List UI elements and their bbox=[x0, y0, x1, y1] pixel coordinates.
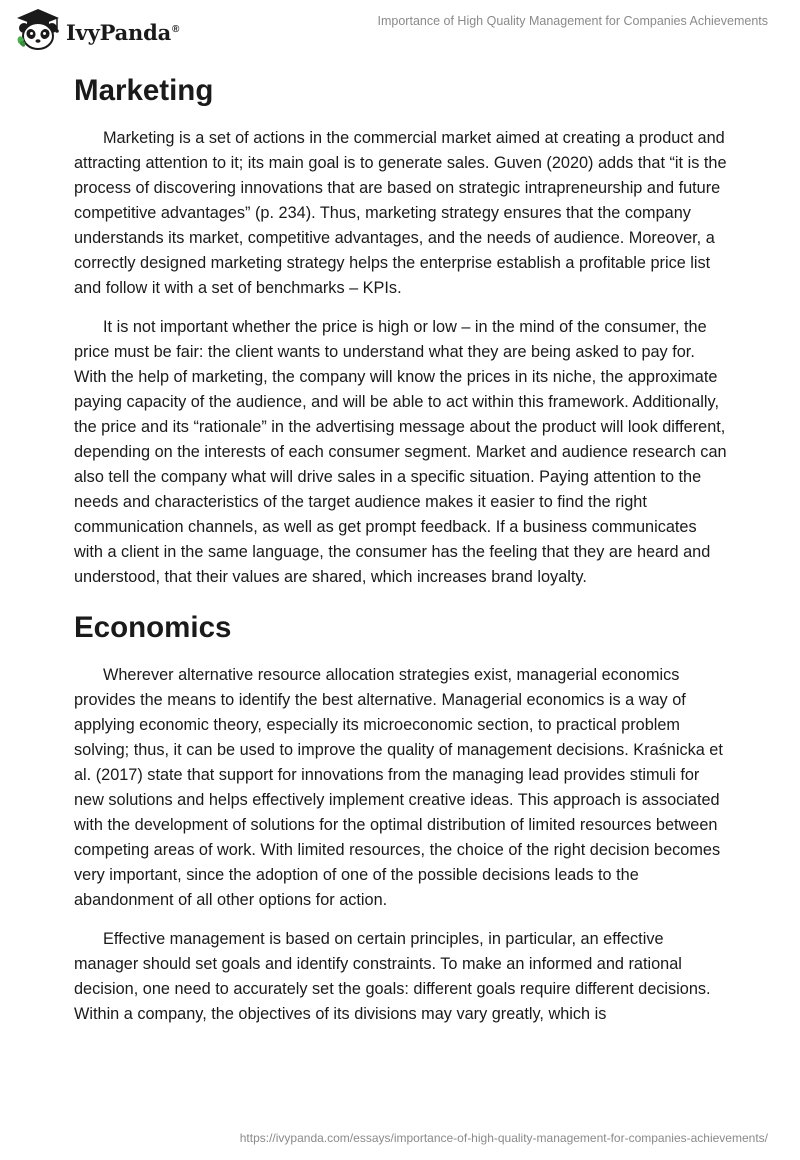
document-title: Importance of High Quality Management for Companies Achievements bbox=[377, 14, 768, 28]
paragraph: Effective management is based on certain principles, in particular, an effective manager should set goals and identify constraints. To make an informed and rational decision, one need to accurately set the goals: different goals require different decisions. Within a company, the objectives of its divisions may vary greatly, which is bbox=[74, 930, 711, 1023]
paragraph: It is not important whether the price is high or low – in the mind of the consumer, the price must be fair: the client wants to understand what they are being asked to pay for. With the help of marketing, the company will know the prices in its niche, the approximate paying capacity of the audience, and will be able to act within this framework. Additionally, the price and its “rationale” in the advertising message about the product will look different, depending on the interests of each consumer segment. Market and audience research can also tell the company what will drive sales in a specific situation. Paying attention to the needs and characteristics of the target audience makes it easier to find the right communication channels, as well as get prompt feedback. If a business communicates with a client in the same language, the consumer has the feeling that they are heard and understood, that their values are shared, which increases brand loyalty. bbox=[74, 318, 727, 586]
registered-mark: ® bbox=[172, 23, 180, 35]
ivypanda-logo[interactable] bbox=[14, 6, 179, 54]
page-header bbox=[0, 0, 800, 64]
paragraph: Marketing is a set of actions in the commercial market aimed at creating a product and attracting attention to it; its main goal is to generate sales. Guven (2020) adds that “it is the process of discovering innovations that are based on strategic intrapreneurship and future competitive advantages” (p. 234). Thus, marketing strategy ensures that the company understands its market, competitive advantages, and the needs of audience. Moreover, a correctly designed marketing strategy helps the enterprise establish a profitable price list and follow it with a set of benchmarks – KPIs. bbox=[74, 129, 727, 297]
brand-name: IvyPanda® bbox=[66, 19, 180, 45]
section-heading-economics: Economics bbox=[74, 611, 232, 644]
essay-content bbox=[74, 70, 730, 1027]
section-heading-marketing: Marketing bbox=[74, 74, 214, 107]
panda-graduate-icon bbox=[14, 6, 62, 54]
paragraph: Wherever alternative resource allocation strategies exist, managerial economics provides the means to identify the best alternative. Managerial economics is a way of applying economic theory, especially its microeconomic section, to practical problem solving; thus, it can be used to improve the quality of management decisions. Kraśnicka et al. (2017) state that support for innovations from the managing lead provides stimuli for new solutions and helps effectively implement creative ideas. This approach is associated with the development of solutions for the optimal distribution of limited resources between competing areas of work. With limited resources, the choice of the right decision becomes very important, since the adoption of one of the possible decisions leads to the abandonment of all other options for action. bbox=[74, 666, 723, 909]
source-url[interactable]: https://ivypanda.com/essays/importance-of-high-quality-management-for-companies-achievements/ bbox=[239, 1131, 768, 1145]
